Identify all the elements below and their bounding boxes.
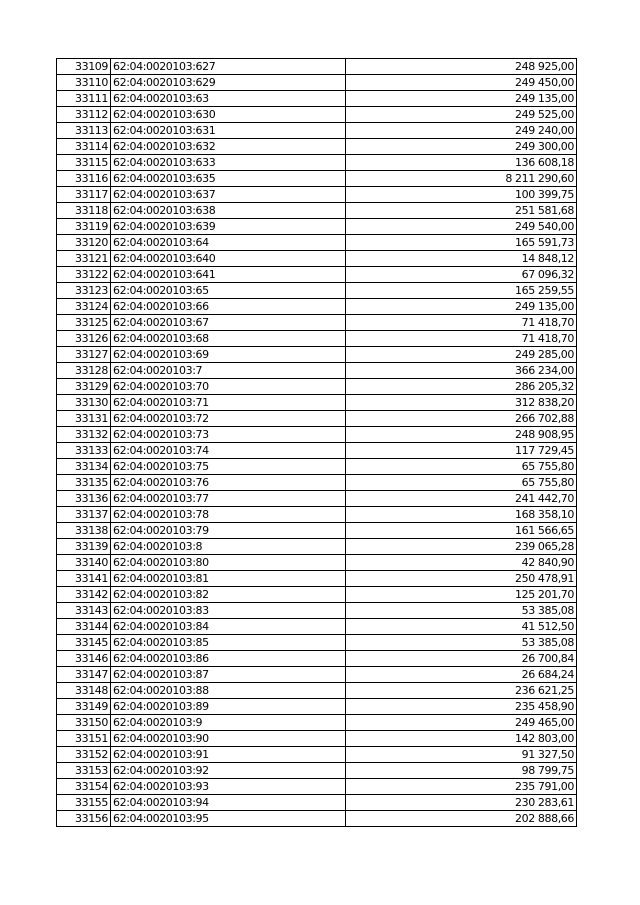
row-number-cell: 33116 — [57, 171, 111, 187]
row-number-cell: 33126 — [57, 331, 111, 347]
row-number-cell: 33114 — [57, 139, 111, 155]
row-number-cell: 33149 — [57, 699, 111, 715]
row-number-cell: 33148 — [57, 683, 111, 699]
cadastral-number-cell: 62:04:0020103:75 — [111, 459, 346, 475]
cadastral-number-cell: 62:04:0020103:84 — [111, 619, 346, 635]
table-row — [57, 59, 577, 75]
table-row — [57, 107, 577, 123]
row-number-cell: 33151 — [57, 731, 111, 747]
row-number-cell: 33119 — [57, 219, 111, 235]
value-cell: 100 399,75 — [346, 187, 577, 203]
table-row — [57, 763, 577, 779]
cadastral-number-cell: 62:04:0020103:92 — [111, 763, 346, 779]
cadastral-number-cell: 62:04:0020103:63 — [111, 91, 346, 107]
value-cell: 249 525,00 — [346, 107, 577, 123]
row-number-cell: 33115 — [57, 155, 111, 171]
cadastral-number-cell: 62:04:0020103:85 — [111, 635, 346, 651]
table-row — [57, 731, 577, 747]
table-row — [57, 139, 577, 155]
value-cell: 142 803,00 — [346, 731, 577, 747]
table-row — [57, 235, 577, 251]
table-row — [57, 683, 577, 699]
table-row — [57, 411, 577, 427]
cadastral-number-cell: 62:04:0020103:641 — [111, 267, 346, 283]
table-row — [57, 315, 577, 331]
table-row — [57, 91, 577, 107]
cadastral-number-cell: 62:04:0020103:91 — [111, 747, 346, 763]
table-row — [57, 251, 577, 267]
table-row — [57, 299, 577, 315]
row-number-cell: 33122 — [57, 267, 111, 283]
row-number-cell: 33146 — [57, 651, 111, 667]
table-row — [57, 667, 577, 683]
table-row — [57, 715, 577, 731]
cadastral-number-cell: 62:04:0020103:77 — [111, 491, 346, 507]
value-cell: 117 729,45 — [346, 443, 577, 459]
row-number-cell: 33140 — [57, 555, 111, 571]
table-row — [57, 171, 577, 187]
value-cell: 248 908,95 — [346, 427, 577, 443]
table-row — [57, 539, 577, 555]
row-number-cell: 33117 — [57, 187, 111, 203]
cadastral-number-cell: 62:04:0020103:631 — [111, 123, 346, 139]
value-cell: 235 458,90 — [346, 699, 577, 715]
cadastral-number-cell: 62:04:0020103:8 — [111, 539, 346, 555]
cadastral-number-cell: 62:04:0020103:74 — [111, 443, 346, 459]
row-number-cell: 33147 — [57, 667, 111, 683]
cadastral-number-cell: 62:04:0020103:88 — [111, 683, 346, 699]
cadastral-number-cell: 62:04:0020103:9 — [111, 715, 346, 731]
value-cell: 286 205,32 — [346, 379, 577, 395]
table-row — [57, 443, 577, 459]
table-row — [57, 379, 577, 395]
cadastral-number-cell: 62:04:0020103:86 — [111, 651, 346, 667]
row-number-cell: 33113 — [57, 123, 111, 139]
table-row — [57, 491, 577, 507]
value-cell: 236 621,25 — [346, 683, 577, 699]
table-row — [57, 267, 577, 283]
data-table — [56, 58, 577, 827]
value-cell: 26 684,24 — [346, 667, 577, 683]
table-row — [57, 779, 577, 795]
table-row — [57, 475, 577, 491]
row-number-cell: 33150 — [57, 715, 111, 731]
table-row — [57, 283, 577, 299]
row-number-cell: 33143 — [57, 603, 111, 619]
row-number-cell: 33138 — [57, 523, 111, 539]
row-number-cell: 33156 — [57, 811, 111, 827]
cadastral-number-cell: 62:04:0020103:69 — [111, 347, 346, 363]
cadastral-number-cell: 62:04:0020103:68 — [111, 331, 346, 347]
value-cell: 202 888,66 — [346, 811, 577, 827]
value-cell: 65 755,80 — [346, 475, 577, 491]
value-cell: 125 201,70 — [346, 587, 577, 603]
row-number-cell: 33152 — [57, 747, 111, 763]
value-cell: 91 327,50 — [346, 747, 577, 763]
value-cell: 249 135,00 — [346, 299, 577, 315]
value-cell: 249 300,00 — [346, 139, 577, 155]
row-number-cell: 33133 — [57, 443, 111, 459]
value-cell: 312 838,20 — [346, 395, 577, 411]
value-cell: 248 925,00 — [346, 59, 577, 75]
row-number-cell: 33136 — [57, 491, 111, 507]
table-row — [57, 395, 577, 411]
cadastral-number-cell: 62:04:0020103:81 — [111, 571, 346, 587]
value-cell: 67 096,32 — [346, 267, 577, 283]
cadastral-number-cell: 62:04:0020103:80 — [111, 555, 346, 571]
value-cell: 53 385,08 — [346, 603, 577, 619]
value-cell: 168 358,10 — [346, 507, 577, 523]
table-row — [57, 811, 577, 827]
value-cell: 42 840,90 — [346, 555, 577, 571]
cadastral-number-cell: 62:04:0020103:87 — [111, 667, 346, 683]
value-cell: 249 240,00 — [346, 123, 577, 139]
value-cell: 53 385,08 — [346, 635, 577, 651]
table-body — [57, 59, 577, 827]
row-number-cell: 33125 — [57, 315, 111, 331]
value-cell: 249 450,00 — [346, 75, 577, 91]
table-row — [57, 347, 577, 363]
table-row — [57, 603, 577, 619]
table-row — [57, 747, 577, 763]
cadastral-number-cell: 62:04:0020103:95 — [111, 811, 346, 827]
cadastral-number-cell: 62:04:0020103:79 — [111, 523, 346, 539]
cadastral-number-cell: 62:04:0020103:72 — [111, 411, 346, 427]
cadastral-number-cell: 62:04:0020103:89 — [111, 699, 346, 715]
row-number-cell: 33109 — [57, 59, 111, 75]
cadastral-number-cell: 62:04:0020103:94 — [111, 795, 346, 811]
table-row — [57, 155, 577, 171]
table-row — [57, 75, 577, 91]
row-number-cell: 33130 — [57, 395, 111, 411]
table-row — [57, 651, 577, 667]
row-number-cell: 33132 — [57, 427, 111, 443]
row-number-cell: 33141 — [57, 571, 111, 587]
cadastral-number-cell: 62:04:0020103:639 — [111, 219, 346, 235]
value-cell: 241 442,70 — [346, 491, 577, 507]
row-number-cell: 33134 — [57, 459, 111, 475]
value-cell: 230 283,61 — [346, 795, 577, 811]
row-number-cell: 33137 — [57, 507, 111, 523]
table-row — [57, 219, 577, 235]
cadastral-number-cell: 62:04:0020103:630 — [111, 107, 346, 123]
table-row — [57, 203, 577, 219]
cadastral-number-cell: 62:04:0020103:90 — [111, 731, 346, 747]
value-cell: 98 799,75 — [346, 763, 577, 779]
table-row — [57, 427, 577, 443]
value-cell: 249 465,00 — [346, 715, 577, 731]
table-row — [57, 507, 577, 523]
value-cell: 165 259,55 — [346, 283, 577, 299]
value-cell: 14 848,12 — [346, 251, 577, 267]
cadastral-number-cell: 62:04:0020103:7 — [111, 363, 346, 379]
cadastral-number-cell: 62:04:0020103:640 — [111, 251, 346, 267]
table-row — [57, 635, 577, 651]
row-number-cell: 33128 — [57, 363, 111, 379]
value-cell: 235 791,00 — [346, 779, 577, 795]
cadastral-number-cell: 62:04:0020103:76 — [111, 475, 346, 491]
value-cell: 65 755,80 — [346, 459, 577, 475]
cadastral-number-cell: 62:04:0020103:73 — [111, 427, 346, 443]
table-row — [57, 363, 577, 379]
table-row — [57, 571, 577, 587]
cadastral-number-cell: 62:04:0020103:67 — [111, 315, 346, 331]
row-number-cell: 33153 — [57, 763, 111, 779]
value-cell: 249 540,00 — [346, 219, 577, 235]
cadastral-number-cell: 62:04:0020103:627 — [111, 59, 346, 75]
value-cell: 239 065,28 — [346, 539, 577, 555]
cadastral-number-cell: 62:04:0020103:70 — [111, 379, 346, 395]
row-number-cell: 33129 — [57, 379, 111, 395]
table-row — [57, 331, 577, 347]
row-number-cell: 33120 — [57, 235, 111, 251]
cadastral-number-cell: 62:04:0020103:66 — [111, 299, 346, 315]
row-number-cell: 33124 — [57, 299, 111, 315]
table-row — [57, 187, 577, 203]
cadastral-number-cell: 62:04:0020103:632 — [111, 139, 346, 155]
value-cell: 251 581,68 — [346, 203, 577, 219]
table-row — [57, 587, 577, 603]
row-number-cell: 33127 — [57, 347, 111, 363]
row-number-cell: 33142 — [57, 587, 111, 603]
cadastral-number-cell: 62:04:0020103:71 — [111, 395, 346, 411]
row-number-cell: 33154 — [57, 779, 111, 795]
cadastral-number-cell: 62:04:0020103:65 — [111, 283, 346, 299]
table-row — [57, 555, 577, 571]
table-row — [57, 619, 577, 635]
row-number-cell: 33131 — [57, 411, 111, 427]
row-number-cell: 33123 — [57, 283, 111, 299]
value-cell: 249 285,00 — [346, 347, 577, 363]
value-cell: 71 418,70 — [346, 315, 577, 331]
table-row — [57, 523, 577, 539]
row-number-cell: 33112 — [57, 107, 111, 123]
row-number-cell: 33145 — [57, 635, 111, 651]
value-cell: 165 591,73 — [346, 235, 577, 251]
value-cell: 250 478,91 — [346, 571, 577, 587]
row-number-cell: 33121 — [57, 251, 111, 267]
value-cell: 161 566,65 — [346, 523, 577, 539]
value-cell: 8 211 290,60 — [346, 171, 577, 187]
table-row — [57, 459, 577, 475]
value-cell: 41 512,50 — [346, 619, 577, 635]
table-row — [57, 699, 577, 715]
row-number-cell: 33111 — [57, 91, 111, 107]
cadastral-number-cell: 62:04:0020103:638 — [111, 203, 346, 219]
value-cell: 71 418,70 — [346, 331, 577, 347]
cadastral-number-cell: 62:04:0020103:64 — [111, 235, 346, 251]
value-cell: 266 702,88 — [346, 411, 577, 427]
cadastral-number-cell: 62:04:0020103:633 — [111, 155, 346, 171]
table-row — [57, 123, 577, 139]
row-number-cell: 33139 — [57, 539, 111, 555]
cadastral-number-cell: 62:04:0020103:637 — [111, 187, 346, 203]
row-number-cell: 33118 — [57, 203, 111, 219]
table-row — [57, 795, 577, 811]
value-cell: 136 608,18 — [346, 155, 577, 171]
cadastral-number-cell: 62:04:0020103:635 — [111, 171, 346, 187]
row-number-cell: 33155 — [57, 795, 111, 811]
row-number-cell: 33135 — [57, 475, 111, 491]
value-cell: 366 234,00 — [346, 363, 577, 379]
cadastral-number-cell: 62:04:0020103:82 — [111, 587, 346, 603]
row-number-cell: 33110 — [57, 75, 111, 91]
cadastral-number-cell: 62:04:0020103:78 — [111, 507, 346, 523]
value-cell: 249 135,00 — [346, 91, 577, 107]
value-cell: 26 700,84 — [346, 651, 577, 667]
cadastral-number-cell: 62:04:0020103:83 — [111, 603, 346, 619]
row-number-cell: 33144 — [57, 619, 111, 635]
cadastral-number-cell: 62:04:0020103:93 — [111, 779, 346, 795]
cadastral-number-cell: 62:04:0020103:629 — [111, 75, 346, 91]
